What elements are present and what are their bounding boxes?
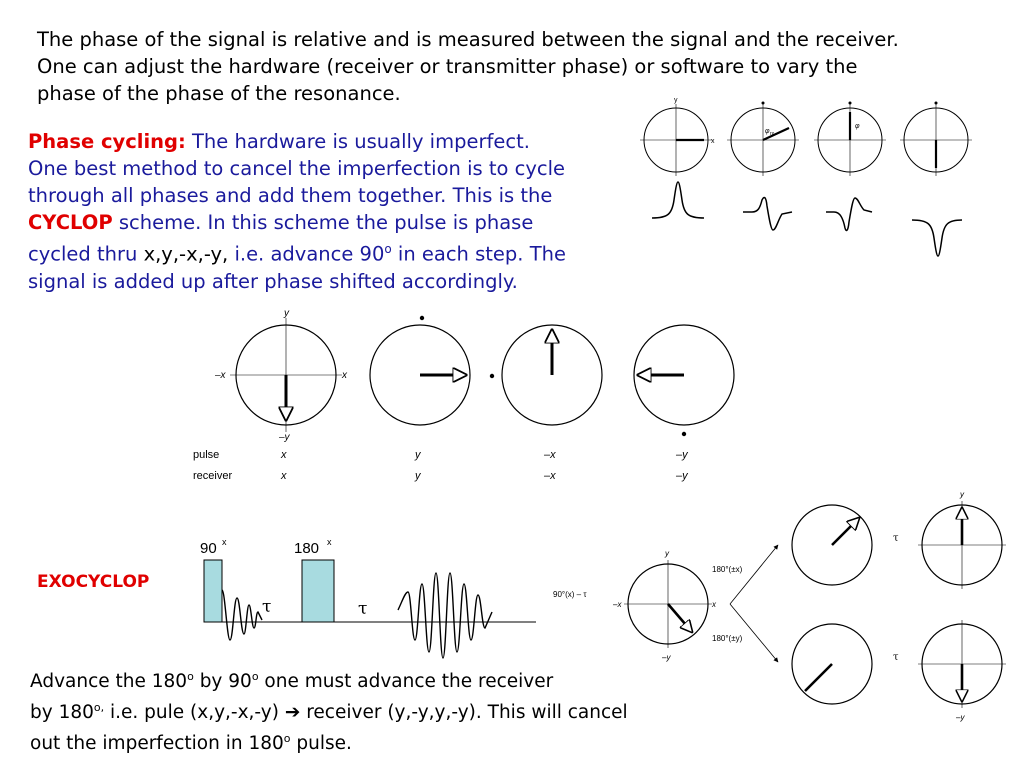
cyclop-diagram [193,308,734,482]
advance-b3: receiver (y,-y,y,-y). This will cancel [300,702,628,724]
top-phase-diagrams [640,97,972,256]
top-phi-rx-sub: rx [770,131,775,137]
advance-b1: by 180 [30,702,94,724]
receiver-value-1: x [281,470,287,482]
receiver-value-3: –x [544,470,556,482]
intro-line-3: phase of the phase of the resonance. [37,82,401,105]
exocyclop-title: EXOCYCLOP [37,572,150,592]
advance-c1-sup: o [283,732,291,746]
cyclop-axis-x: x [342,370,347,381]
advance-a1-sup: o [187,670,194,683]
vector-diagram [553,490,1006,722]
tau-2: τ [358,599,368,619]
phase-cycling-text-6: signal is added up after phase shifted accordingly. [28,269,518,293]
receiver-value-2: y [415,470,421,482]
phase-cycling-text-5a: cycled thru [28,242,144,266]
vector-tau-top: τ [893,533,899,544]
advance-c2: pulse. [290,733,352,755]
top-phi: φ [855,123,860,130]
pulse-value-3: –x [544,449,556,461]
vector-tau-bottom: τ [893,652,899,663]
dispersion-peak-1 [743,198,792,230]
pulse-sequence [200,537,536,658]
top-circle-3 [814,102,886,177]
cyclop-axis-y: y [284,308,289,319]
top-circle-2 [727,102,799,177]
pulse-90 [204,560,222,622]
advance-b2: i.e. pule (x,y,-x,-y) [104,702,285,724]
phase-cycling-text-4: scheme. In this scheme the pulse is phase [112,211,534,234]
pulse-180-label: 180 [294,540,320,557]
top-circle-4 [900,102,972,177]
pulse-180 [302,560,334,622]
advance-c1: out the imperfection in 180 [30,733,284,755]
phase-cycling-text-3: through all phases and add them together. This is the [28,184,553,207]
pulse-180-sup: x [327,537,332,547]
inverted-peak [912,220,962,256]
phase-cycling-text-1: The hardware is usually imperfect. [185,130,530,153]
pulse-value-1: x [281,449,287,461]
advance-b1-sup: o, [93,701,105,715]
phase-cycling-text-5e: in each step. The [391,242,566,266]
pulse-row-label: pulse [193,449,220,461]
top-axis-y: y [674,97,678,104]
cyclop-axis-neg-x: –x [215,370,226,381]
receiver-value-4: –y [676,470,688,482]
cyclop-axis-neg-y: –y [279,432,290,443]
vector-branch-top-label: 180°(±x) [712,565,743,574]
vector-input-label: 90°(x) – τ [553,590,587,599]
pulse-value-2: y [415,449,421,461]
advance-a2-sup: o [251,670,259,683]
pulse-value-4: –y [676,449,688,461]
vector-left-axis-neg-x: –x [613,600,622,609]
absorption-peak [652,182,704,218]
top-phi-rx: φ [765,128,770,135]
vector-left-axis-x: x [712,600,716,609]
right-arrow-icon: ➔ [284,702,301,724]
tau-1: τ [262,597,272,617]
echo-signal [398,573,492,658]
degree-sup: o [384,242,392,256]
vector-left-axis-neg-y: –y [662,653,671,662]
vector-tr-axis-y: y [960,490,964,499]
phase-list: x,y,-x,-y, [143,242,229,266]
cyclop-term: CYCLOP [28,211,113,234]
phase-cycling-text-2: One best method to cancel the imperfection is to cycle [28,157,566,180]
vector-branch-bottom-label: 180°(±y) [712,634,743,643]
top-axis-x: x [711,138,715,145]
intro-line-1: The phase of the signal is relative and is measured between the signal and the receiver. [37,28,899,51]
fid-signal [222,590,262,640]
receiver-row-label: receiver [193,470,233,482]
pulse-90-sup: x [222,537,227,547]
top-circle-1 [640,97,715,176]
pulse-90-label: 90 [200,540,217,557]
advance-a1: Advance the 180 [30,671,188,693]
vector-left-axis-y: y [665,549,669,558]
advance-a3: one must advance the receiver [258,671,554,693]
phase-cycling-heading: Phase cycling: [28,130,186,153]
dispersion-peak-2 [826,198,872,230]
phase-cycling-text-5c: i.e. advance 90 [228,242,385,266]
advance-a2: by 90 [193,671,252,693]
intro-line-2: One can adjust the hardware (receiver or transmitter phase) or software to vary the [37,55,858,78]
vector-br-axis-neg-y: –y [956,713,965,722]
